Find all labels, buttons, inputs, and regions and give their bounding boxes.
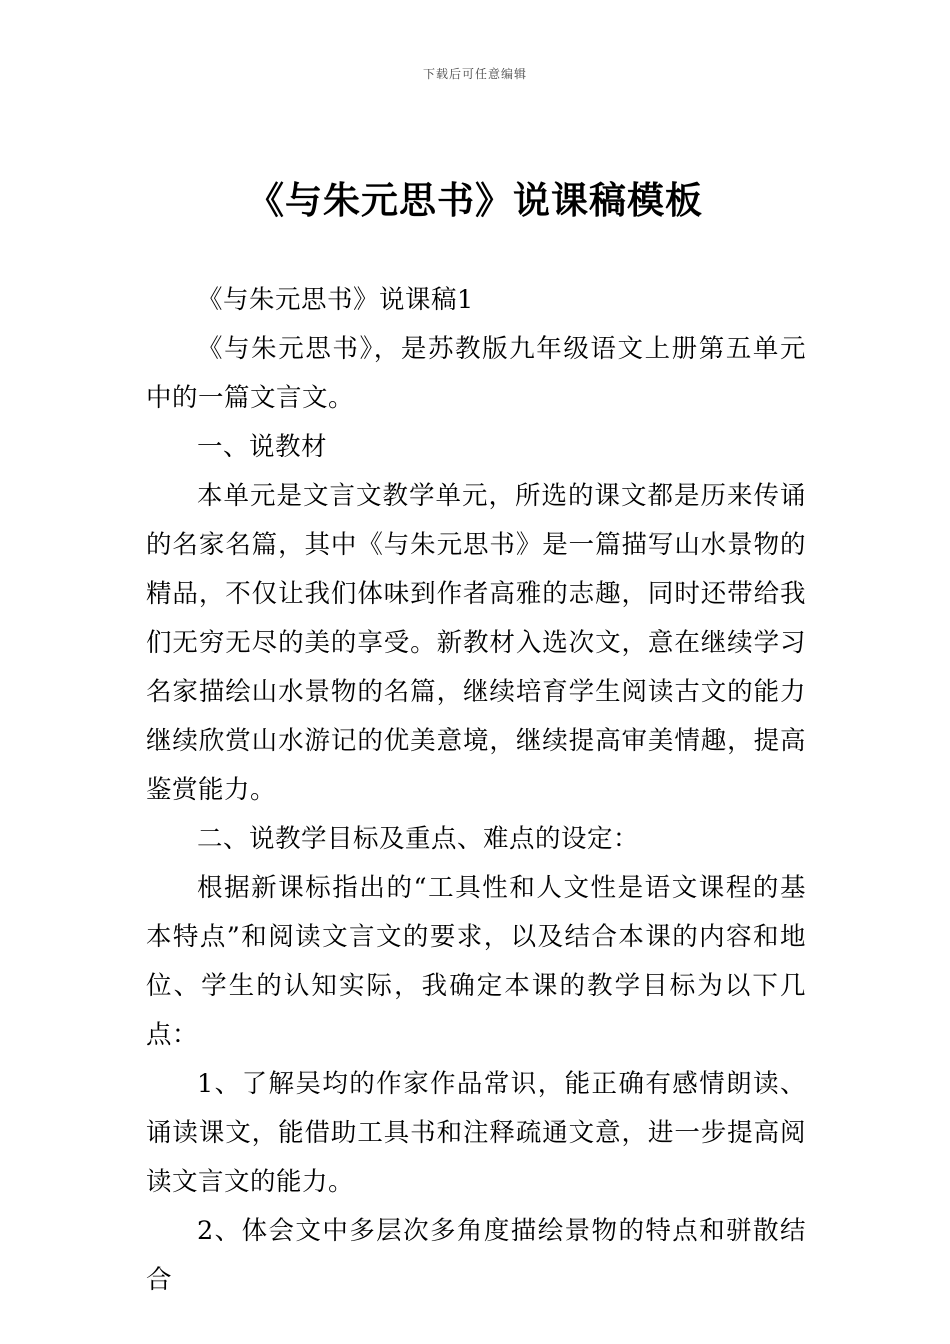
document-body (146, 276, 806, 1305)
section-heading: 一、说教材 (197, 432, 328, 462)
section-heading: 《与朱元思书》说课稿1 (197, 285, 474, 315)
paragraph: 《与朱元思书》，是苏教版九年级语文上册第五单元中的一篇文言文。 (146, 334, 806, 413)
document-title: 《与朱元思书》说课稿模板 (247, 179, 703, 222)
paragraph: 根据新课标指出的“工具性和人文性是语文课程的基本特点”和阅读文言文的要求，以及结合本课的内容和地位、学生的认知实际，我确定本课的教学目标为以下几点： (146, 873, 806, 1050)
section-heading: 二、说教学目标及重点、难点的设定： (197, 824, 640, 854)
paragraph: 1、了解吴均的作家作品常识，能正确有感情朗读、诵读课文，能借助工具书和注释疏通文意，进一步提高阅读文言文的能力。 (146, 1069, 806, 1197)
header-note: 下载后可任意编辑 (422, 67, 527, 81)
paragraph: 本单元是文言文教学单元，所选的课文都是历来传诵的名家名篇，其中《与朱元思书》是一篇描写山水景物的精品，不仅让我们体味到作者高雅的志趣，同时还带给我们无穷无尽的美的享受。新教材入选次文，意在继续学习名家描绘山水景物的名篇，继续培育学生阅读古文的能力继续欣赏山水游记的优美意境，继续提高审美情趣，提高鉴赏能力。 (146, 481, 806, 805)
paragraph: 2、体会文中多层次多角度描绘景物的特点和骈散结合 (146, 1216, 806, 1295)
